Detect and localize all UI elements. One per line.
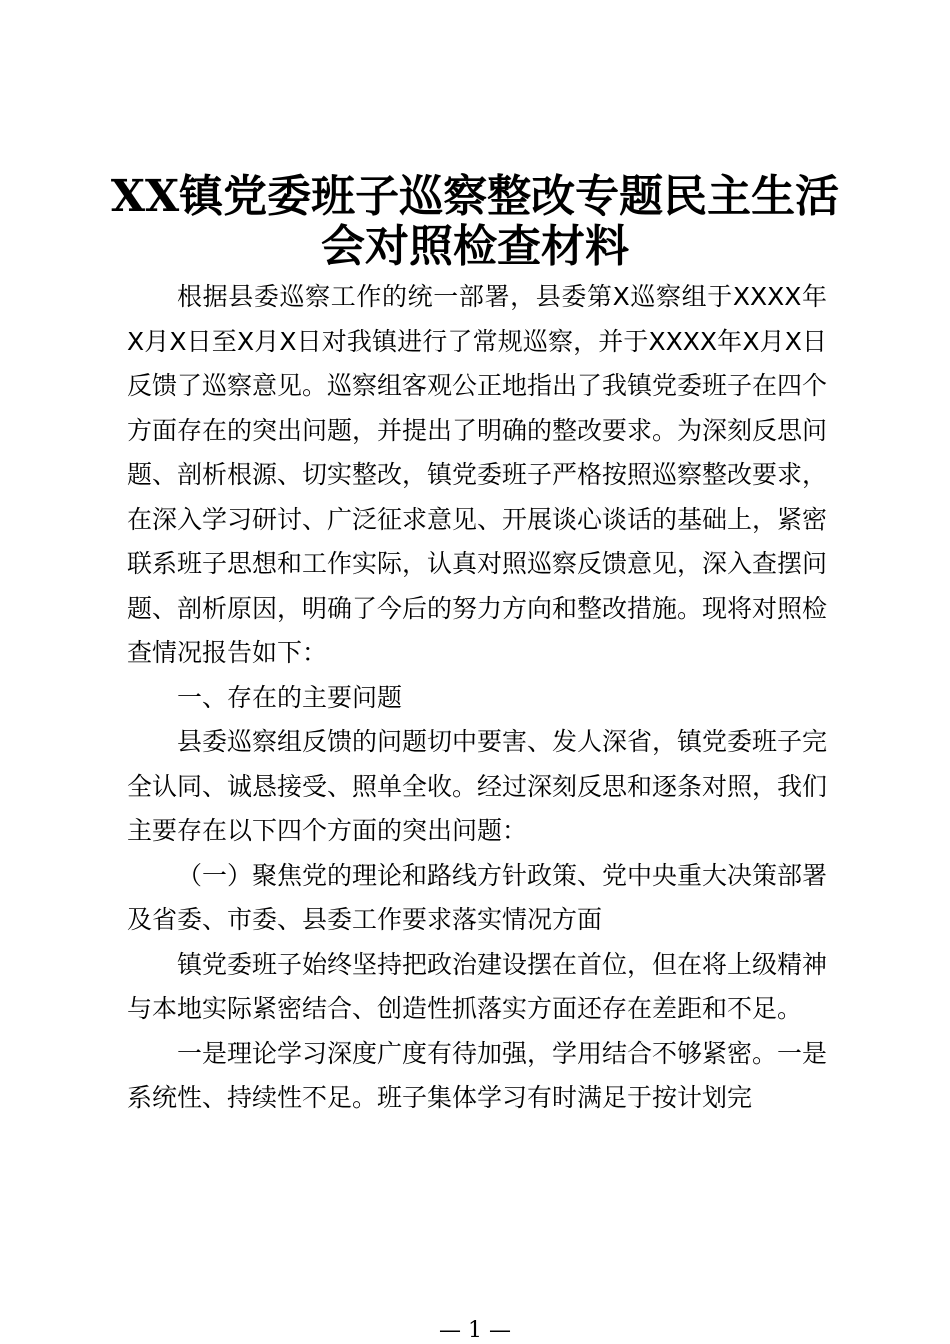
intro-paragraph: 根据县委巡察工作的统一部署，县委第X巡察组于XXXX年X月X日至X月X日对我镇进行了常规巡察，并于XXXX年X月X日反馈了巡察意见。巡察组客观公正地指出了我镇党委班子在四个方面存在的突出问题，并提出了明确的整改要求。为深刻反思问题、剖析根源、切实整改，镇党委班子严格按照巡察整改要求，在深入学习研讨、广泛征求意见、开展谈心谈话的基础上，紧密联系班子思想和工作实际，认真对照巡察反馈意见，深入查摆问题、剖析原因，明确了今后的努力方向和整改措施。现将对照检查情况报告如下： xyxy=(127,282,828,667)
document-title-line-2: 会对照检查材料 xyxy=(321,221,629,272)
point-1-paragraph: 一是理论学习深度广度有待加强，学用结合不够紧密。一是系统性、持续性不足。班子集体学习有时满足于按计划完 xyxy=(127,1038,828,1112)
page-number: — 1 — xyxy=(439,1318,511,1343)
document-title-line-1: XX镇党委班子巡察整改专题民主生活 xyxy=(110,171,840,222)
subsection-1-paragraph: 镇党委班子始终坚持把政治建设摆在首位，但在将上级精神与本地实际紧密结合、创造性抓落实方面还存在差距和不足。 xyxy=(127,949,828,1023)
section-1-intro-paragraph: 县委巡察组反馈的问题切中要害、发人深省，镇党委班子完全认同、诚恳接受、照单全收。经过深刻反思和逐条对照，我们主要存在以下四个方面的突出问题： xyxy=(127,727,828,845)
document-body xyxy=(127,275,827,1121)
subsection-heading-1: （一）聚焦党的理论和路线方针政策、党中央重大决策部署及省委、市委、县委工作要求落实情况方面 xyxy=(127,860,828,934)
section-heading-1: 一、存在的主要问题 xyxy=(177,682,403,712)
